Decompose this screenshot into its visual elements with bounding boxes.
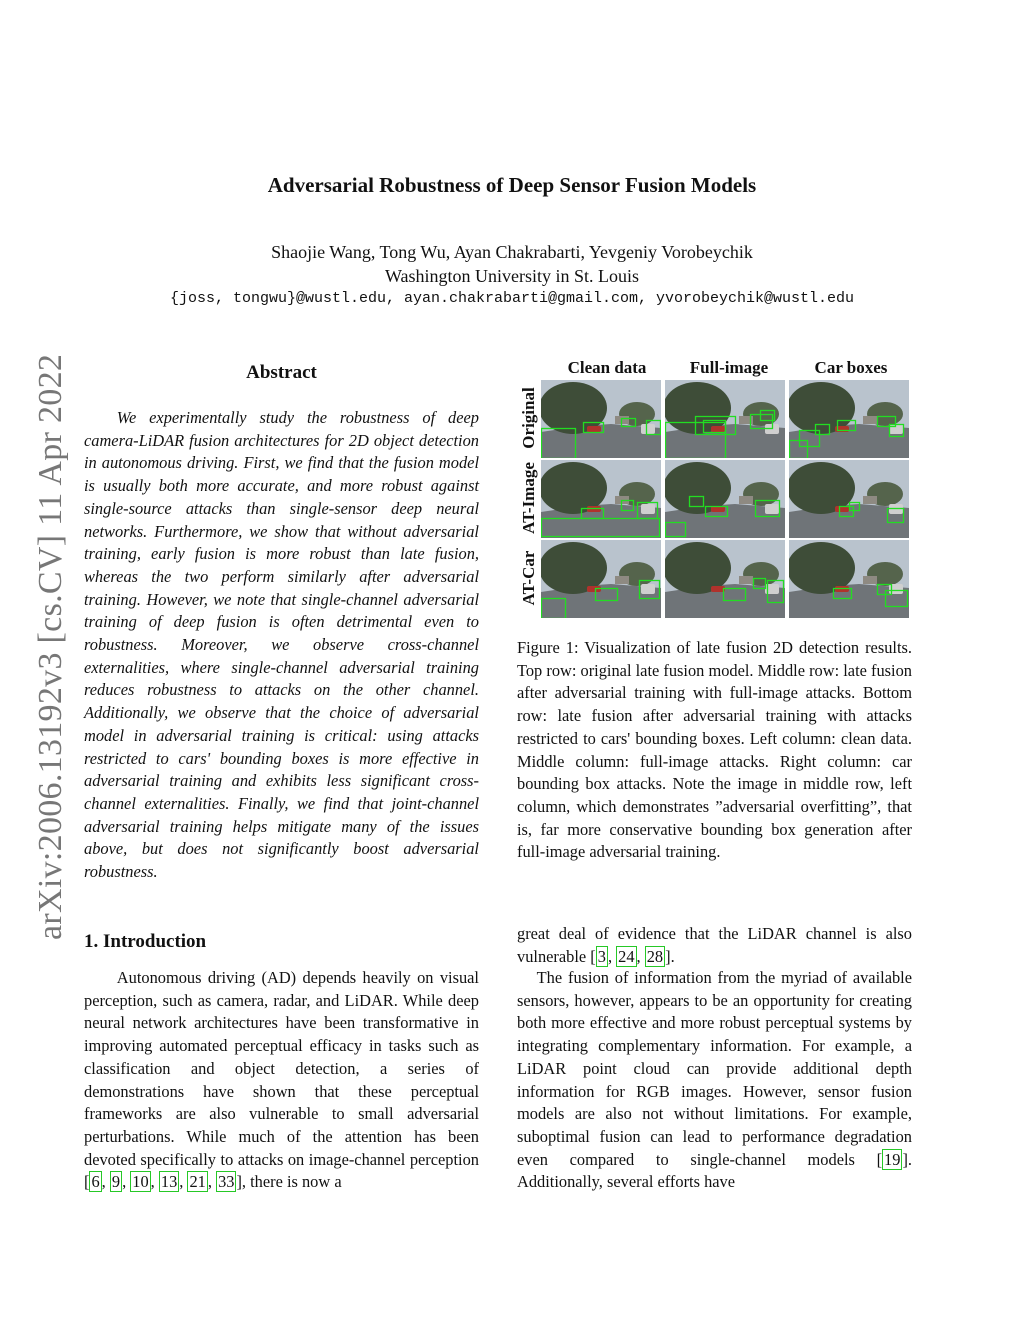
figure-thumbnail [541, 460, 661, 538]
figure-thumbnail [665, 380, 785, 458]
citation-link[interactable]: 9 [111, 1172, 121, 1192]
figure-thumbnail [665, 540, 785, 618]
car [641, 504, 655, 514]
car [641, 424, 655, 434]
arxiv-identifier: arXiv:2006.13192v3 [cs.CV] 11 Apr 2022 [32, 353, 69, 940]
abstract-text: We experimentally study the robustness of deep camera-LiDAR fusion architectures for 2D object detection in autonomous driving. First, we find that the fusion model is usually both more accurate, and more robust against single-source attacks than single-sensor deep neural networks. Furthermore, we show that without adversarial training, early fusion is more robust than late fusion, whereas the two perform similarly after adversarial training. However, we note that single-channel adversarial training of deep fusion is often detrimental even to robustness. Moreover, we observe cross-channel externalities, where single-channel adversarial training reduces robustness to attacks on the other channel. Additionally, we observe that the choice of adversarial model in adversarial training is critical: using attacks restricted to cars' bounding boxes is more effective in adversarial training and exhibits less significant cross-channel externalities. Finally, we find that joint-channel adversarial training helps mitigate many of the issues above, but does not significantly boost adversarial robustness. [84, 408, 479, 882]
intro-paragraph-2-tail: ]. Additionally, several efforts have [517, 1149, 912, 1192]
citation-link[interactable]: 21 [189, 1172, 206, 1192]
paper-title: Adversarial Robustness of Deep Sensor Fusion Models [267, 173, 757, 197]
citation-link[interactable]: 19 [884, 1149, 901, 1169]
intro-continued-tail: ]. [665, 946, 675, 966]
intro-paragraph-1: Autonomous driving (AD) depends heavily on visual perception, such as camera, radar, and LiDAR. While deep neural network architectures have been transformative in improving automated perceptual efficacy in tasks such as classification and object detection, a series of demonstrations have shown that these perceptual frameworks are also vulnerable to small adversarial perturbations. While much of the attention has been devoted specifically to attacks on image-channel perception [ 6 , 9 , 10 , 13 , 21 , 33 ], there is now a [84, 968, 479, 1192]
figure-row-label-original: Original [519, 387, 538, 449]
intro-paragraph-2 [517, 967, 912, 1194]
figure-thumbnail [541, 540, 661, 618]
figure-thumbnail [665, 460, 785, 538]
author-block [0, 240, 1024, 288]
figure-thumbnail [541, 380, 661, 458]
figure-thumbnail [789, 540, 909, 618]
citation-link[interactable]: 6 [91, 1172, 100, 1192]
house [739, 496, 753, 504]
abstract-heading: Abstract [246, 362, 317, 383]
figure-thumbnail [789, 380, 909, 458]
intro-paragraph-1-continued: great deal of evidence that the LiDAR channel is also vulnerable [ 3 , 24 , 28 ]. [517, 924, 912, 966]
citation-link[interactable]: 13 [160, 1172, 178, 1192]
car [765, 504, 779, 514]
figure-row-label-at-image: AT-Image [519, 462, 538, 534]
citation-link[interactable]: 24 [618, 946, 635, 966]
figure-row-label-at-car: AT-Car [519, 550, 538, 606]
figure-column-header-full-image: Full-image [689, 358, 769, 377]
intro-paragraph-1-tail: ], there is now a [236, 1172, 342, 1192]
citation-link[interactable]: 10 [132, 1172, 149, 1192]
house [739, 576, 753, 584]
affiliation: Washington University in St. Louis [384, 266, 640, 286]
car [587, 426, 601, 432]
citation-link[interactable]: 33 [218, 1172, 235, 1192]
figure-column-header-clean: Clean data [567, 358, 647, 377]
author-emails: {joss, tongwu}@wustl.edu, ayan.chakrabarti@gmail.com, yvorobeychik@wustl.edu [169, 290, 855, 307]
author-names: Shaojie Wang, Tong Wu, Ayan Chakrabarti, Yevgeniy Vorobeychik [271, 242, 753, 262]
figure-caption: Figure 1: Visualization of late fusion 2D detection results. Top row: original late fusion model. Middle row: late fusion after adversarial training with full-image attacks. Bottom row: late fusion after adversarial training with attacks restricted to cars' bounding boxes. Left column: clean data. Middle column: full-image attacks. Right column: car bounding box attacks. Note the image in middle row, left column, which demonstrates ”adversarial overfitting”, that is, far more conservative bounding box generation after full-image adversarial training. [517, 638, 912, 862]
car [711, 426, 725, 432]
intro-paragraph-1-text: Autonomous driving (AD) depends heavily on visual perception, such as camera, radar, and LiDAR. While deep neural network architectures have been transformative in improving automated perceptual efficacy in tasks such as classification and object detection, a series of demonstrations have shown that these perceptual frameworks are also vulnerable to small adversarial perturbations. While much of the attention has been devoted specifically to attacks on image-channel perception [ [84, 968, 479, 1192]
house [863, 416, 877, 424]
citation-link[interactable]: 28 [646, 946, 664, 966]
intro-paragraph-2-text: The fusion of information from the myriad of available sensors, however, appears to be an opportunity for creating both more effective and more robust perceptual systems by integrating complementary information. For example, a LiDAR point cloud can provide additional depth information for RGB images. However, sensor fusion models are also not without limitations. For example, suboptimal fusion can lead to performance degradation even compared to single-channel models [ [517, 968, 912, 1169]
figure-thumbnail [789, 460, 909, 538]
citation-link[interactable]: 3 [597, 946, 606, 966]
house [863, 576, 877, 584]
car [641, 584, 655, 594]
figure-column-header-car-boxes: Car boxes [814, 358, 888, 377]
house [863, 496, 877, 504]
section-heading-introduction: 1. Introduction [84, 931, 207, 952]
house [615, 576, 629, 584]
intro-continued-text: great deal of evidence that the LiDAR channel is also vulnerable [ [517, 924, 912, 966]
